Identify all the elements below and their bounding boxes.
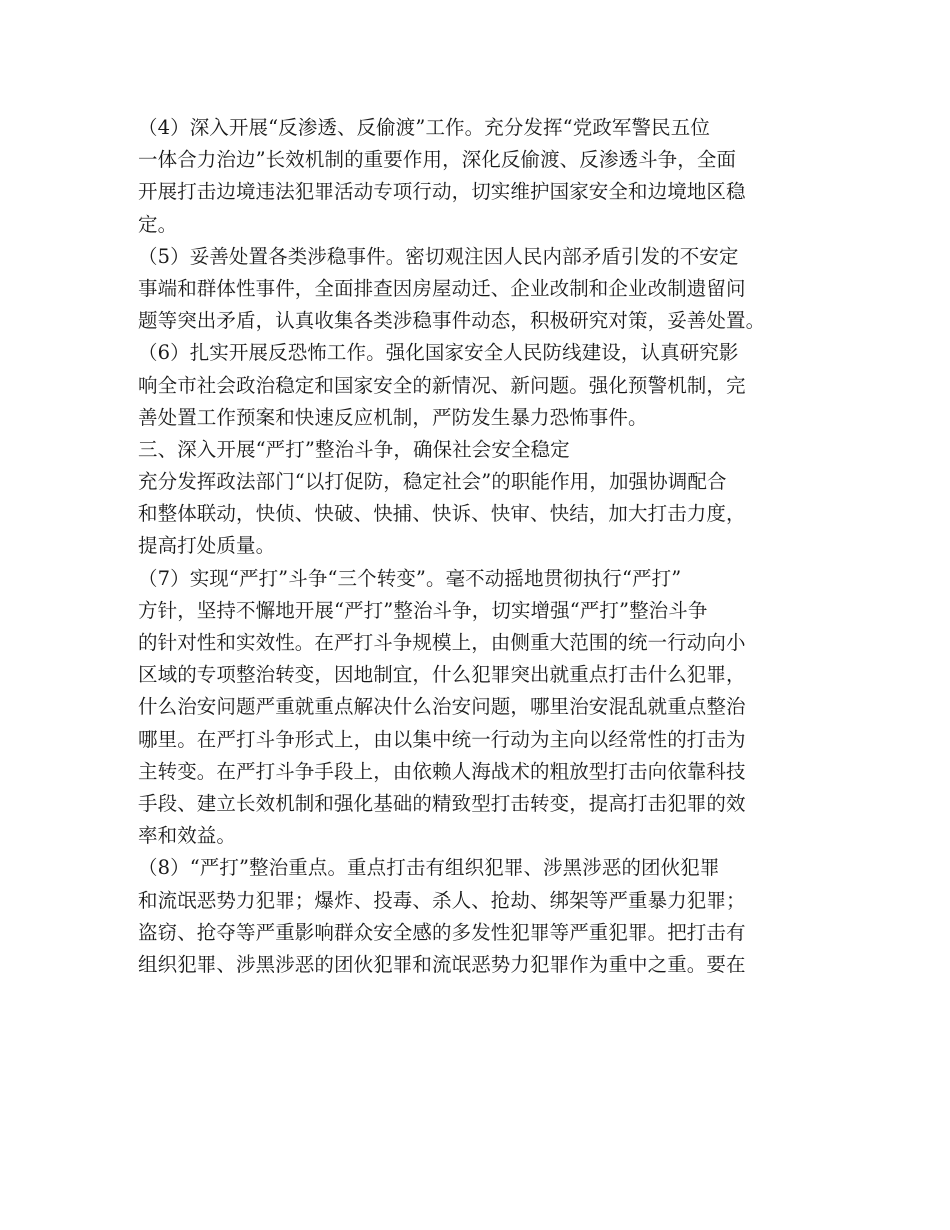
text-line: 善处置工作预案和快速反应机制，严防发生暴力恐怖事件。 [138, 405, 648, 429]
text-line: 充分发挥政法部门“以打促防，稳定社会”的职能作用，加强协调配合 [138, 470, 727, 494]
text-line: 题等突出矛盾，认真收集各类涉稳事件动态，积极研究对策，妥善处置。 [138, 309, 766, 333]
text-line: 率和效益。 [138, 824, 237, 848]
text-line: （7）实现“严打”斗争“三个转变”。毫不动摇地贯彻执行“严打” [138, 566, 682, 590]
text-line: 方针，坚持不懈地开展“严打”整治斗争，切实增强“严打”整治斗争 [138, 598, 708, 622]
text-line: 和流氓恶势力犯罪；爆炸、投毒、杀人、抢劫、绑架等严重暴力犯罪； [138, 888, 746, 912]
text-line: 的针对性和实效性。在严打斗争规模上，由侧重大范围的统一行动向小 [138, 631, 746, 654]
text-line: 区域的专项整治转变，因地制宜，什么犯罪突出就重点打击什么犯罪， [138, 663, 746, 687]
section-heading: 三、深入开展“严打”整治斗争，确保社会安全稳定 [138, 437, 570, 461]
text-line: 什么治安问题严重就重点解决什么治安问题，哪里治安混乱就重点整治 [138, 695, 746, 719]
text-line: 响全市社会政治稳定和国家安全的新情况、新问题。强化预警机制，完 [138, 373, 746, 397]
text-line: （4）深入开展“反渗透、反偷渡”工作。充分发挥“党政军警民五位 [138, 116, 710, 139]
text-line: （8）“严打”整治重点。重点打击有组织犯罪、涉黑涉恶的团伙犯罪 [138, 856, 720, 880]
text-line: 哪里。在严打斗争形式上，由以集中统一行动为主向以经常性的打击为 [138, 727, 746, 751]
text-line: 和整体联动，快侦、快破、快捕、快诉、快审、快结，加大打击力度， [138, 502, 746, 526]
text-line: 提高打处质量。 [138, 534, 276, 558]
document-body [138, 112, 838, 981]
text-line: 一体合力治边”长效机制的重要作用，深化反偷渡、反渗透斗争，全面 [138, 148, 737, 172]
text-line: 定。 [138, 212, 178, 236]
text-line: 事端和群体性事件，全面排查因房屋动迁、企业改制和企业改制遗留问 [138, 276, 746, 300]
text-line: 主转变。在严打斗争手段上，由依赖人海战术的粗放型打击向依靠科技 [138, 759, 746, 783]
text-line: 盗窃、抢夺等严重影响群众安全感的多发性犯罪等严重犯罪。把打击有 [138, 920, 746, 944]
text-line: 手段、建立长效机制和强化基础的精致型打击转变，提高打击犯罪的效 [138, 791, 746, 815]
text-line: （6）扎实开展反恐怖工作。强化国家安全人民防线建设，认真研究影 [138, 341, 739, 365]
text-line: （5）妥善处置各类涉稳事件。密切观注因人民内部矛盾引发的不安定 [138, 244, 739, 268]
text-line: 组织犯罪、涉黑涉恶的团伙犯罪和流氓恶势力犯罪作为重中之重。要在 [138, 952, 746, 976]
text-line: 开展打击边境违法犯罪活动专项行动，切实维护国家安全和边境地区稳 [138, 180, 746, 204]
